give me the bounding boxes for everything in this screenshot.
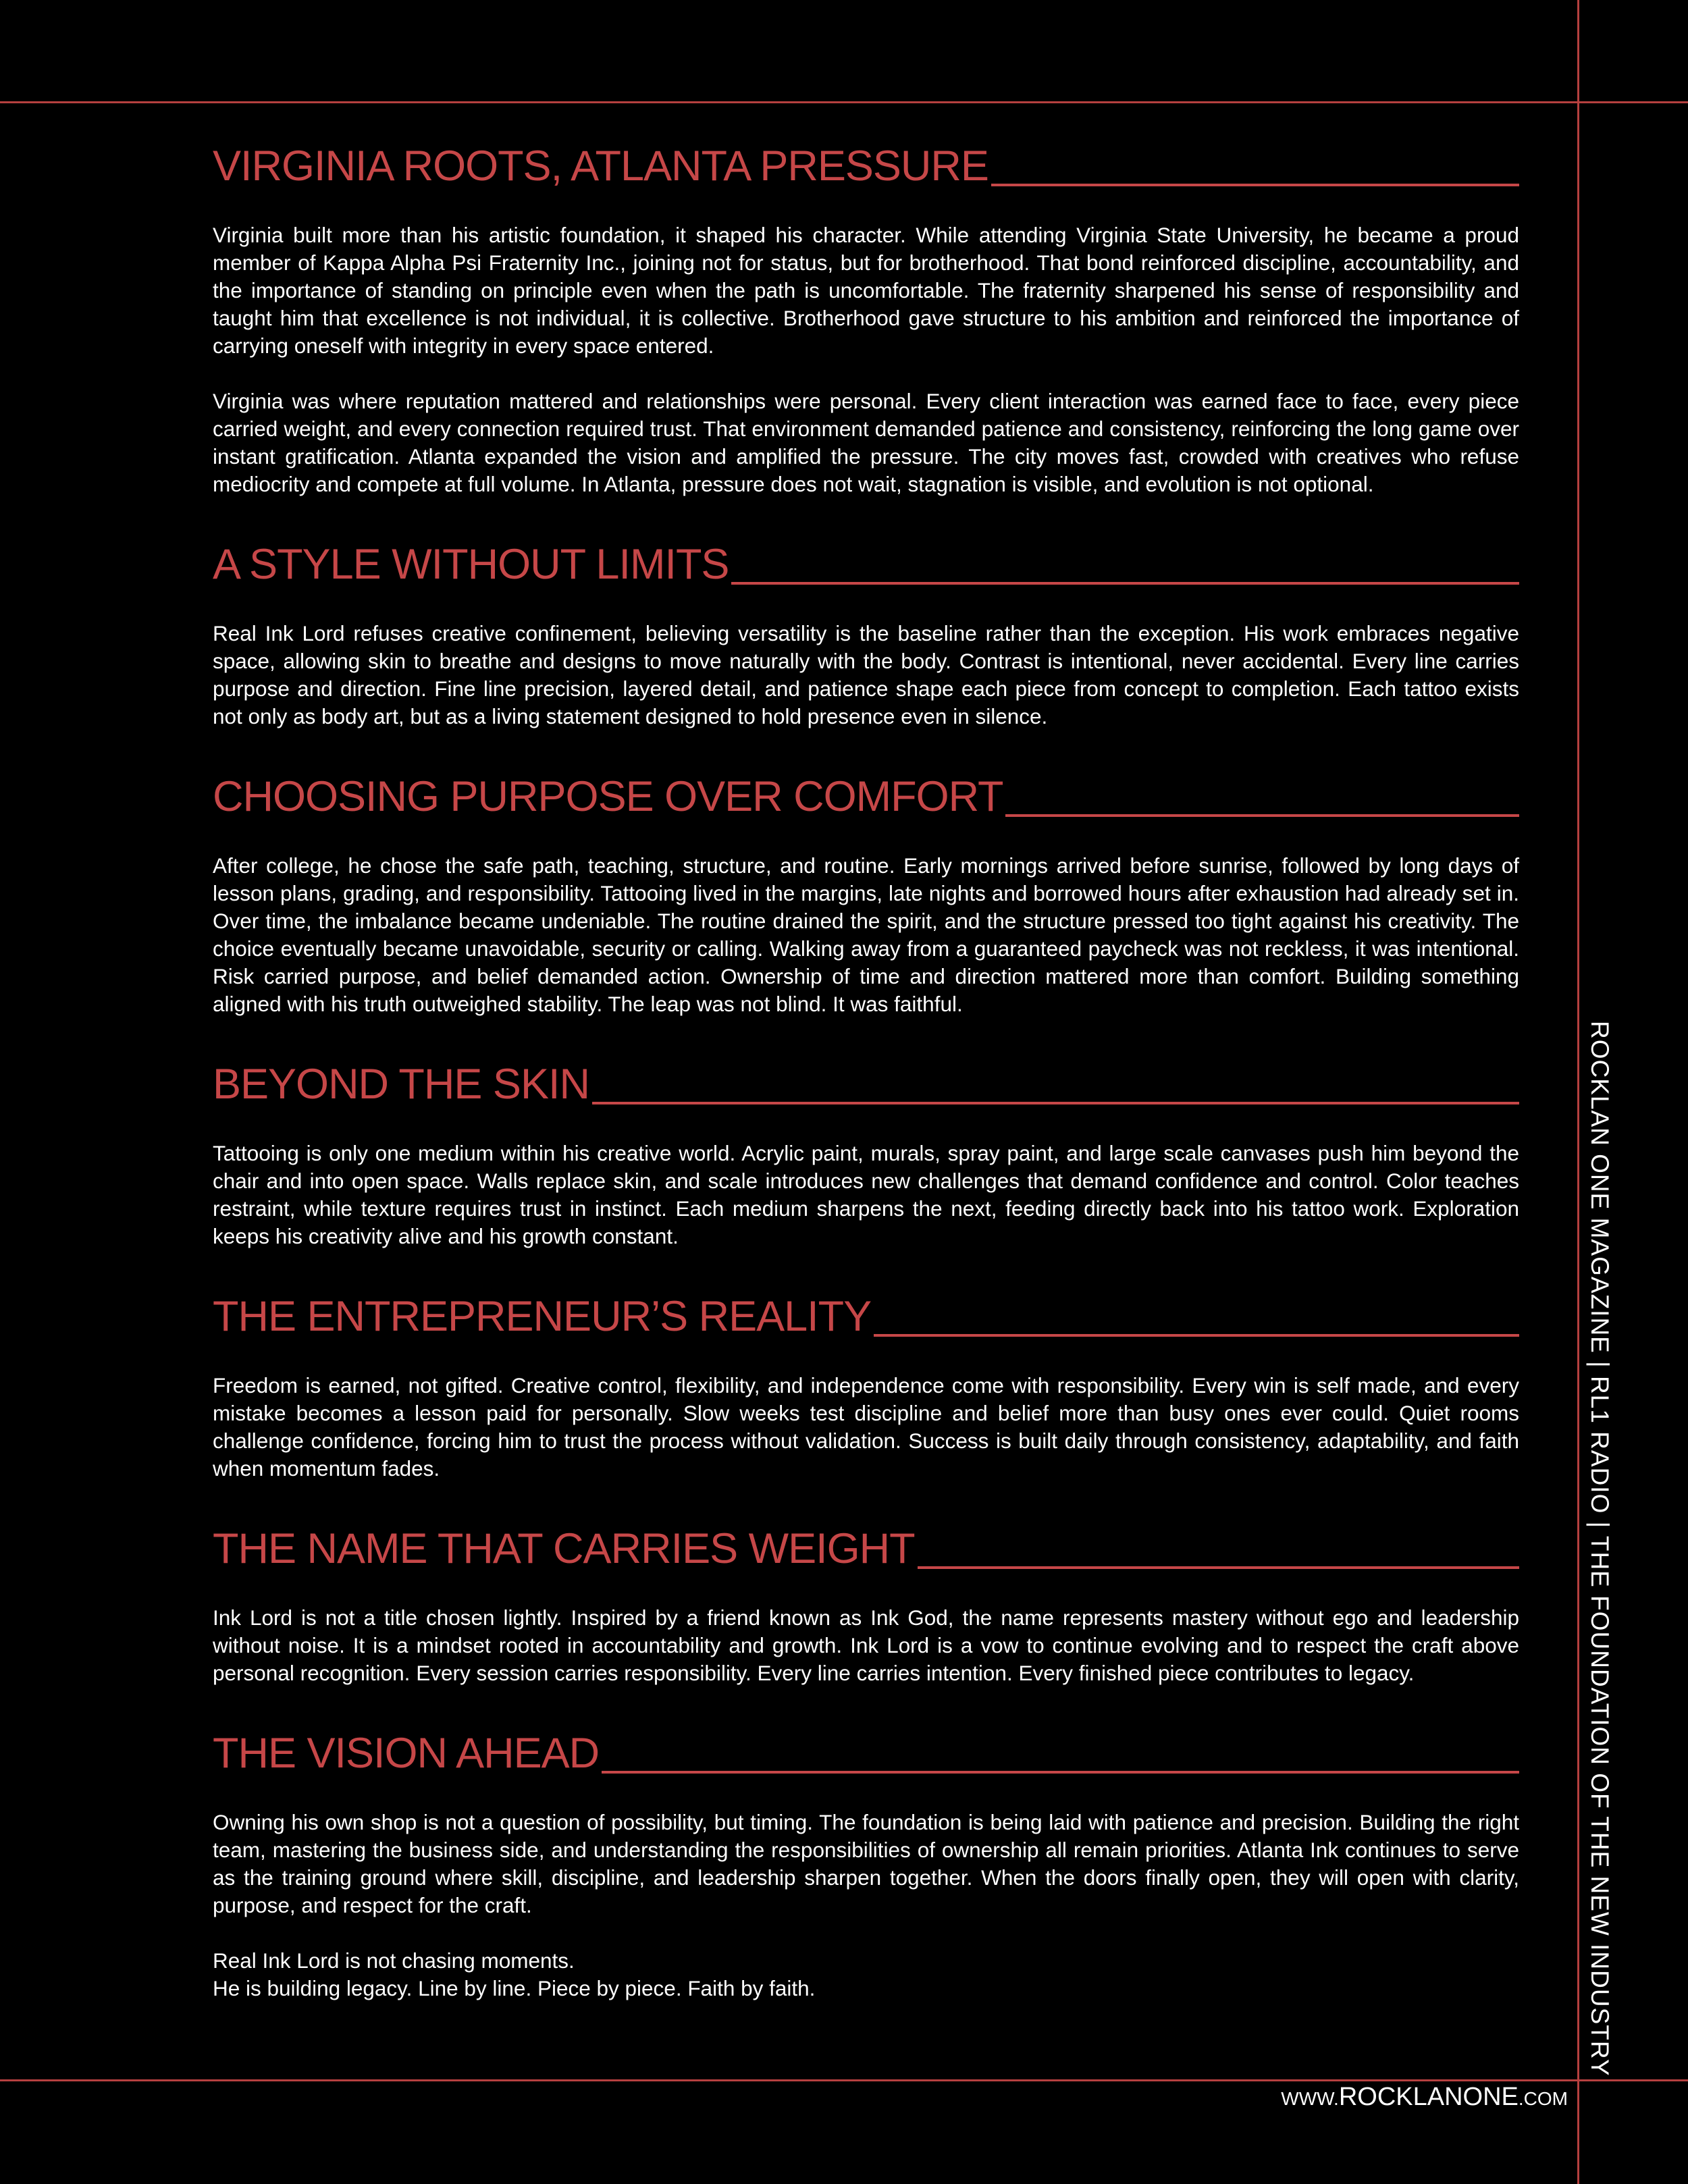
section-virginia-roots	[213, 142, 1519, 498]
section-style-without-limits	[213, 540, 1519, 730]
closing-line: Real Ink Lord is not chasing moments.	[213, 1948, 575, 1973]
heading-underline	[592, 1102, 1519, 1104]
section-beyond-the-skin	[213, 1060, 1519, 1250]
heading-underline	[602, 1771, 1519, 1774]
section-heading-text: A STYLE WITHOUT LIMITS	[213, 541, 729, 588]
section-heading-text: BEYOND THE SKIN	[213, 1061, 589, 1108]
url-suffix: .COM	[1518, 2088, 1568, 2109]
article-body	[213, 142, 1519, 2002]
paragraph: Owning his own shop is not a question of possibility, but timing. The foundation is being laid with patience and precision. Building the right team, mastering the business side, and understanding the responsibilities of ownership all remain priorities. Atlanta Ink continues to serve as the training ground where skill, discipline, and leadership sharpen together. When the doors finally open, they will open with clarity, purpose, and respect for the craft.	[213, 1810, 1519, 1917]
paragraph: Real Ink Lord refuses creative confinement, believing versatility is the baseline rather than the exception. His work embraces negative space, allowing skin to breathe and designs to move naturally with the body. Contrast is intentional, never accidental. Every line carries purpose and direction. Fine line precision, layered detail, and patience shape each piece from concept to completion. Each tattoo exists not only as body art, but as a living statement designed to hold presence even in silence.	[213, 621, 1519, 728]
sidebar-masthead: ROCKLAN ONE MAGAZINE | RL1 RADIO | THE FOUNDATION OF THE NEW INDUSTRY	[1586, 1021, 1614, 2077]
section-heading	[213, 1060, 1519, 1109]
section-entrepreneurs-reality	[213, 1292, 1519, 1483]
section-heading	[213, 540, 1519, 589]
section-heading-text: CHOOSING PURPOSE OVER COMFORT	[213, 773, 1003, 820]
closing-line: He is building legacy. Line by line. Piece by piece. Faith by faith.	[213, 1976, 816, 2000]
heading-underline	[1005, 814, 1519, 817]
paragraph: Virginia built more than his artistic foundation, it shaped his character. While attending Virginia State University, he became a proud member of Kappa Alpha Psi Fraternity Inc., joining not for status, but for brotherhood. That bond reinforced discipline, accountability, and the importance of standing on principle even when the path is uncomfortable. The fraternity sharpened his sense of responsibility and taught him that excellence is not individual, it is collective. Brotherhood gave structure to his ambition and reinforced the importance of carrying oneself with integrity in every space entered.	[213, 223, 1519, 358]
paragraph: After college, he chose the safe path, teaching, structure, and routine. Early mornings arrived before sunrise, followed by long days of lesson plans, grading, and responsibility. Tattooing lived in the margins, late nights and borrowed hours after exhaustion had already set in. Over time, the imbalance became undeniable. The routine drained the spirit, and the structure pressed too tight against his creativity. The choice eventually became unavoidable, security or calling. Walking away from a guaranteed paycheck was not reckless, it was intentional. Risk carried purpose, and belief demanded action. Ownership of time and direction mattered more than comfort. Building something aligned with his truth outweighed stability. The leap was not blind. It was faithful.	[213, 853, 1519, 1016]
section-heading	[213, 772, 1519, 821]
website-link[interactable]	[1281, 2083, 1568, 2116]
section-heading-text: THE NAME THAT CARRIES WEIGHT	[213, 1525, 915, 1572]
heading-underline	[731, 582, 1519, 585]
section-vision-ahead	[213, 1729, 1519, 2002]
section-heading-text: VIRGINIA ROOTS, ATLANTA PRESSURE	[213, 142, 988, 190]
url-domain: ROCKLANONE	[1338, 2083, 1519, 2111]
top-rule	[0, 101, 1688, 103]
bottom-rule	[0, 2079, 1688, 2081]
section-heading-text: THE VISION AHEAD	[213, 1730, 600, 1777]
heading-underline	[874, 1334, 1519, 1337]
heading-underline	[918, 1566, 1519, 1569]
section-heading	[213, 142, 1519, 190]
paragraph: Freedom is earned, not gifted. Creative control, flexibility, and independence come with responsibility. Every win is self made, and every mistake becomes a lesson paid for personally. Slow weeks test discipline and belief more than busy ones ever could. Quiet rooms challenge confidence, forcing him to trust the process without validation. Success is built daily through consistency, adaptability, and faith when momentum fades.	[213, 1373, 1519, 1481]
url-prefix: WWW.	[1281, 2088, 1339, 2109]
section-name-that-carries-weight	[213, 1524, 1519, 1687]
right-rule	[1577, 0, 1579, 2184]
paragraph: Ink Lord is not a title chosen lightly. Inspired by a friend known as Ink God, the name represents mastery without ego and leadership without noise. It is a mindset rooted in accountability and growth. Ink Lord is a vow to continue evolving and to respect the craft above personal recognition. Every session carries responsibility. Every line carries intention. Every finished piece contributes to legacy.	[213, 1605, 1519, 1685]
section-heading	[213, 1524, 1519, 1573]
paragraph: Virginia was where reputation mattered and relationships were personal. Every client interaction was earned face to face, every piece carried weight, and every connection required trust. That environment demanded patience and consistency, reinforcing the long game over instant gratification. Atlanta expanded the vision and amplified the pressure. The city moves fast, crowded with creatives who refuse mediocrity and compete at full volume. In Atlanta, pressure does not wait, stagnation is visible, and evolution is not optional.	[213, 389, 1519, 496]
section-purpose-over-comfort	[213, 772, 1519, 1018]
section-heading-text: THE ENTREPRENEUR’S REALITY	[213, 1293, 872, 1340]
heading-underline	[991, 184, 1519, 186]
section-heading	[213, 1729, 1519, 1778]
section-heading	[213, 1292, 1519, 1341]
closing-statement	[213, 1947, 1519, 2002]
paragraph: Tattooing is only one medium within his creative world. Acrylic paint, murals, spray paint, and large scale canvases push him beyond the chair and into open space. Walls replace skin, and scale introduces new challenges that demand confidence and control. Color teaches restraint, while texture requires trust in instinct. Each medium sharpens the next, feeding directly back into his tattoo work. Exploration keeps his creativity alive and his growth constant.	[213, 1141, 1519, 1248]
